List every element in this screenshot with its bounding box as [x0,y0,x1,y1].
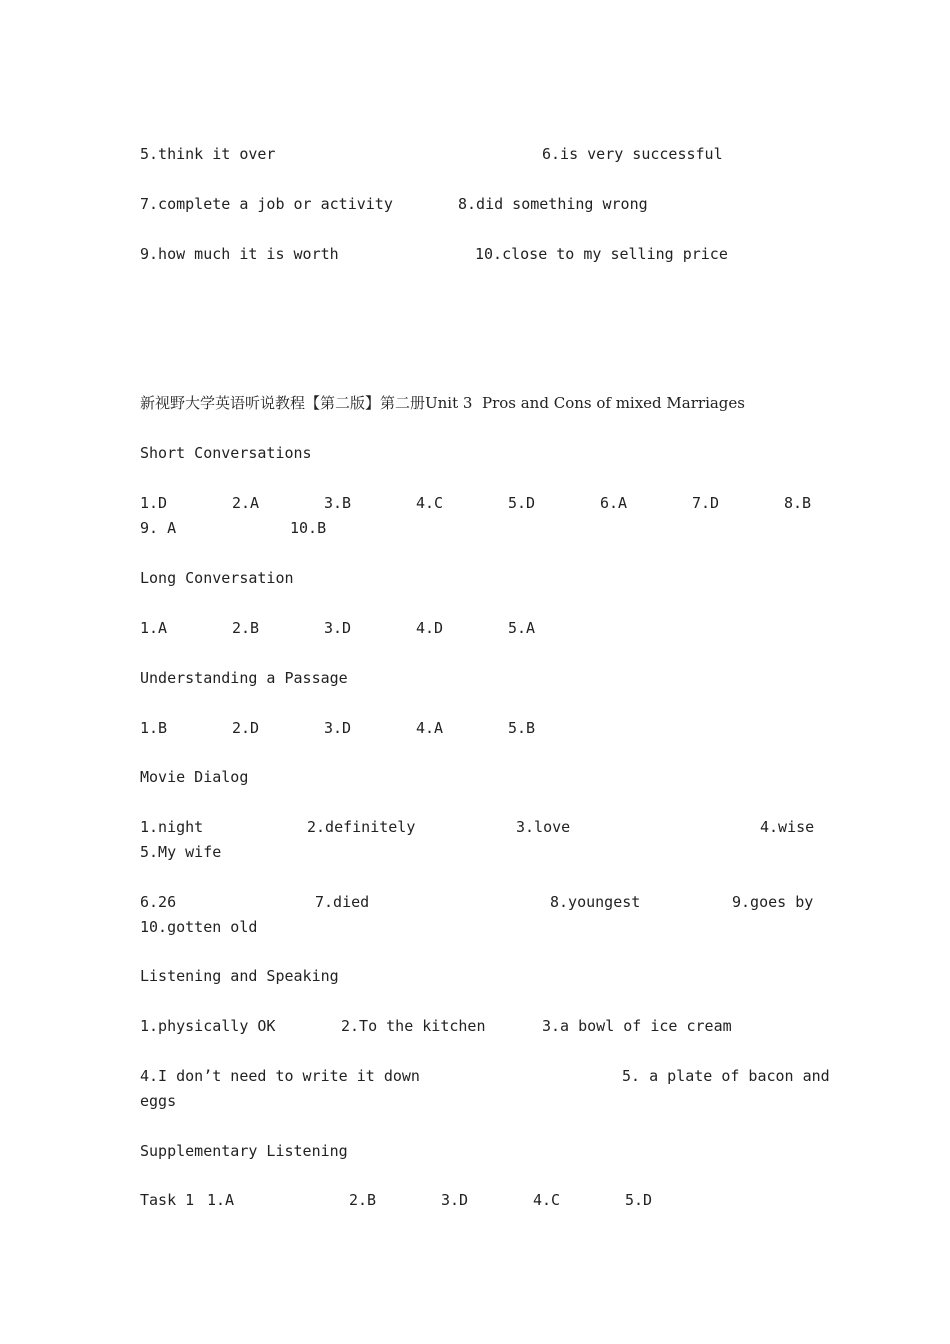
passage-answer-4: 4.A [416,719,444,737]
movie-answer-7: 7.died [315,893,370,911]
movie-answer-4: 4.wise [760,818,815,836]
long-answer-2: 2.B [232,619,260,637]
long-answer-3: 3.D [324,619,352,637]
passage-answer-1: 1.B [140,719,168,737]
passage-answer-2: 2.D [232,719,260,737]
section-heading-supplementary: Supplementary Listening [140,1142,348,1160]
supp-answer-1: 1.A [207,1191,235,1209]
movie-answer-8: 8.youngest [550,893,641,911]
short-answer-9: 9. A [140,519,177,537]
passage-answer-3: 3.D [324,719,352,737]
unit-title: 新视野大学英语听说教程【第二版】第二册Unit 3 Pros and Cons of mixed Marriages [140,394,745,412]
supp-answer-4: 4.C [533,1191,561,1209]
movie-answer-1: 1.night [140,818,204,836]
task-label: Task 1 [140,1191,195,1209]
section-heading-listening-speaking: Listening and Speaking [140,967,339,985]
ls-answer-3: 3.a bowl of ice cream [542,1017,732,1035]
short-answer-7: 7.D [692,494,720,512]
ls-answer-1: 1.physically OK [140,1017,276,1035]
movie-answer-6: 6.26 [140,893,177,911]
short-answer-4: 4.C [416,494,444,512]
ls-answer-4: 4.I don’t need to write it down [140,1067,420,1085]
ls-answer-5: 5. a plate of bacon and [622,1067,830,1085]
passage-answer-5: 5.B [508,719,536,737]
short-answer-5: 5.D [508,494,536,512]
answer-10: 10.close to my selling price [475,245,728,263]
long-answer-1: 1.A [140,619,168,637]
answer-6: 6.is very successful [542,145,723,163]
supp-answer-2: 2.B [349,1191,377,1209]
movie-answer-9: 9.goes by [732,893,814,911]
supp-answer-3: 3.D [441,1191,469,1209]
answer-5: 5.think it over [140,145,276,163]
movie-answer-3: 3.love [516,818,571,836]
section-heading-short-conversations: Short Conversations [140,444,312,462]
ls-answer-5-continued: eggs [140,1092,177,1110]
movie-answer-2: 2.definitely [307,818,416,836]
answer-7: 7.complete a job or activity [140,195,393,213]
section-heading-movie-dialog: Movie Dialog [140,768,249,786]
movie-answer-5: 5.My wife [140,843,222,861]
answer-9: 9.how much it is worth [140,245,339,263]
movie-answer-10: 10.gotten old [140,918,258,936]
long-answer-5: 5.A [508,619,536,637]
answer-8: 8.did something wrong [458,195,648,213]
short-answer-6: 6.A [600,494,628,512]
short-answer-10: 10.B [290,519,327,537]
short-answer-2: 2.A [232,494,260,512]
ls-answer-2: 2.To the kitchen [341,1017,486,1035]
supp-answer-5: 5.D [625,1191,653,1209]
section-heading-long-conversation: Long Conversation [140,569,294,587]
long-answer-4: 4.D [416,619,444,637]
short-answer-1: 1.D [140,494,168,512]
section-heading-understanding-passage: Understanding a Passage [140,669,348,687]
short-answer-3: 3.B [324,494,352,512]
short-answer-8: 8.B [784,494,812,512]
